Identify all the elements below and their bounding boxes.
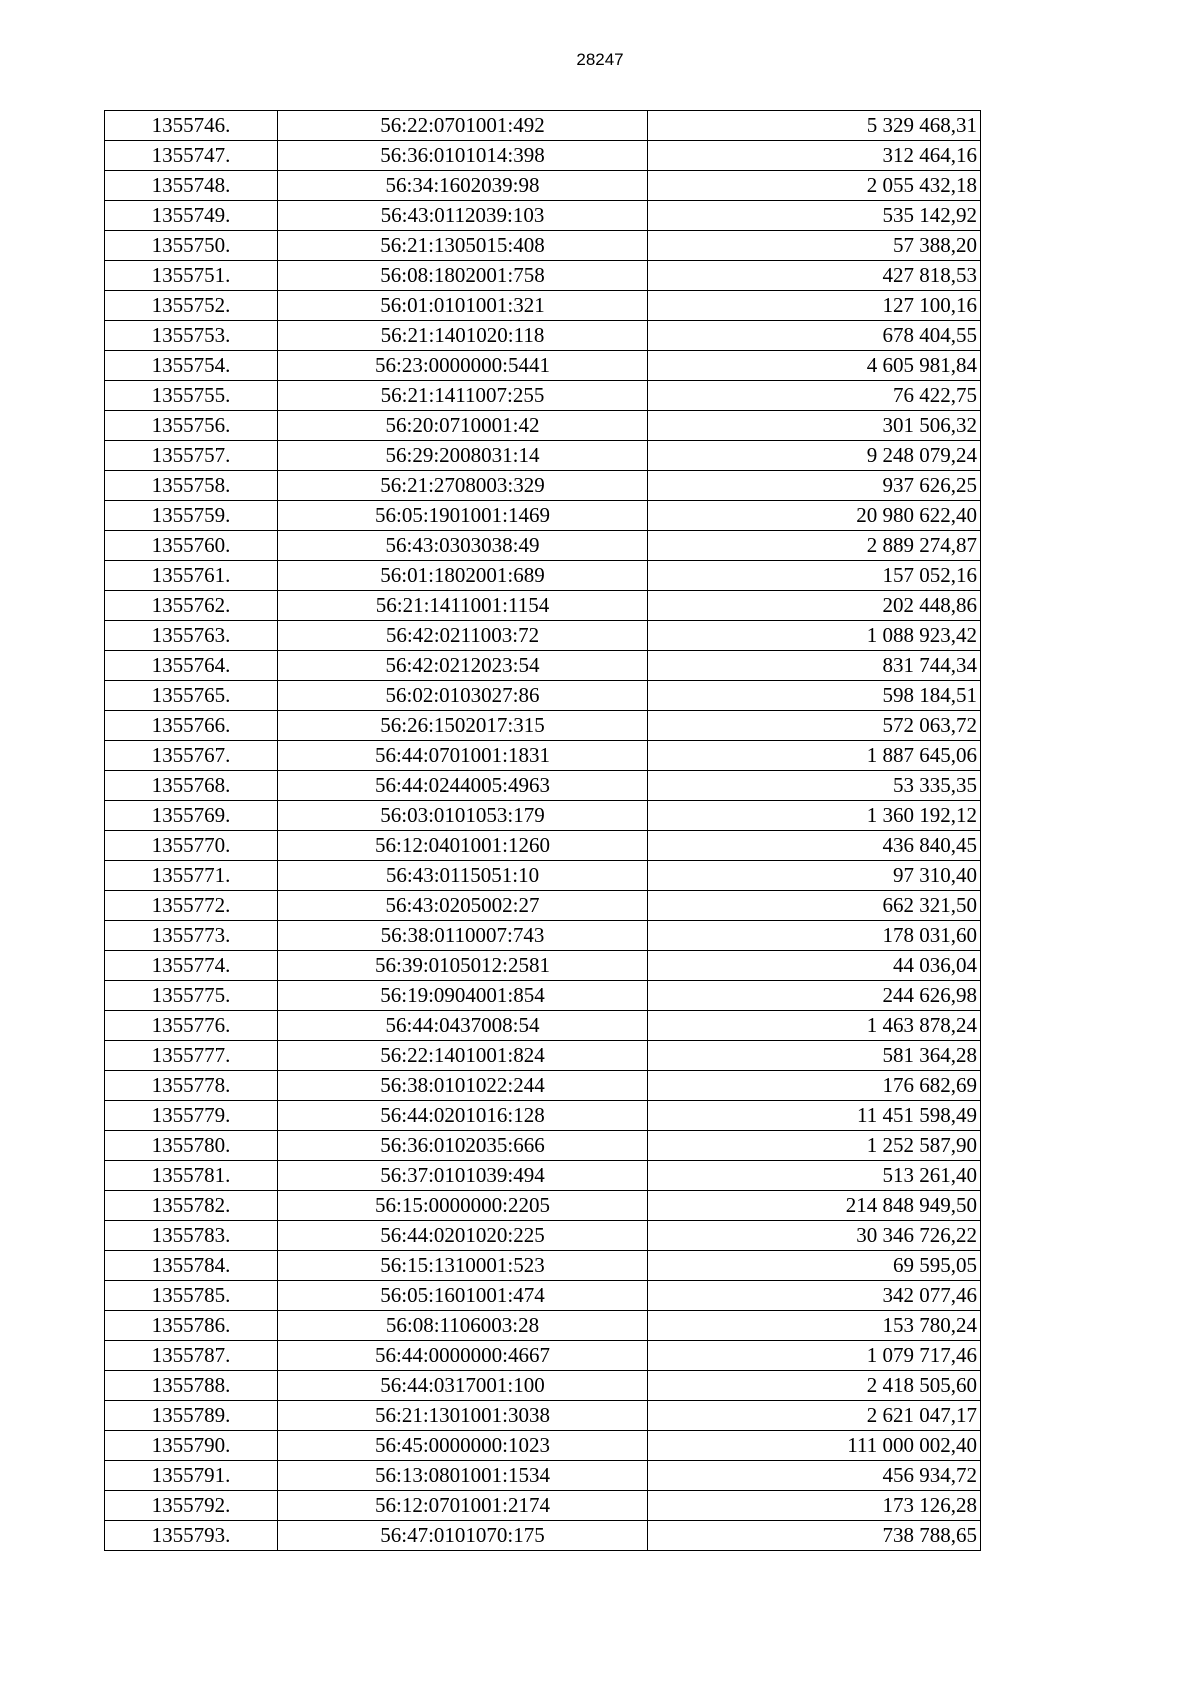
cadastral-value-cell: 312 464,16 (648, 141, 981, 171)
table-row (105, 111, 981, 141)
cadastral-value-cell: 244 626,98 (648, 981, 981, 1011)
cadastral-value-cell: 598 184,51 (648, 681, 981, 711)
table-row (105, 591, 981, 621)
table-row (105, 1491, 981, 1521)
row-number-cell: 1355748. (105, 171, 278, 201)
cadastral-value-cell: 1 360 192,12 (648, 801, 981, 831)
cadastral-number-cell: 56:36:0101014:398 (278, 141, 648, 171)
row-number-cell: 1355760. (105, 531, 278, 561)
table-row (105, 1371, 981, 1401)
cadastral-number-cell: 56:05:1601001:474 (278, 1281, 648, 1311)
row-number-cell: 1355768. (105, 771, 278, 801)
row-number-cell: 1355787. (105, 1341, 278, 1371)
row-number-cell: 1355758. (105, 471, 278, 501)
cadastral-number-cell: 56:21:1301001:3038 (278, 1401, 648, 1431)
table-row (105, 171, 981, 201)
cadastral-value-cell: 2 889 274,87 (648, 531, 981, 561)
row-number-cell: 1355775. (105, 981, 278, 1011)
cadastral-number-cell: 56:43:0115051:10 (278, 861, 648, 891)
table-row (105, 741, 981, 771)
cadastral-number-cell: 56:44:0317001:100 (278, 1371, 648, 1401)
cadastral-value-cell: 53 335,35 (648, 771, 981, 801)
cadastral-number-cell: 56:21:2708003:329 (278, 471, 648, 501)
cadastral-number-cell: 56:22:1401001:824 (278, 1041, 648, 1071)
row-number-cell: 1355777. (105, 1041, 278, 1071)
cadastral-number-cell: 56:12:0701001:2174 (278, 1491, 648, 1521)
table-row (105, 1221, 981, 1251)
cadastral-value-cell: 173 126,28 (648, 1491, 981, 1521)
cadastral-value-cell: 9 248 079,24 (648, 441, 981, 471)
table-row (105, 1161, 981, 1191)
row-number-cell: 1355770. (105, 831, 278, 861)
row-number-cell: 1355788. (105, 1371, 278, 1401)
table-row (105, 1521, 981, 1551)
cadastral-value-cell: 153 780,24 (648, 1311, 981, 1341)
cadastral-value-cell: 1 463 878,24 (648, 1011, 981, 1041)
row-number-cell: 1355761. (105, 561, 278, 591)
row-number-cell: 1355774. (105, 951, 278, 981)
table-row (105, 831, 981, 861)
cadastral-value-cell: 30 346 726,22 (648, 1221, 981, 1251)
table-row (105, 381, 981, 411)
cadastral-number-cell: 56:37:0101039:494 (278, 1161, 648, 1191)
cadastral-value-cell: 44 036,04 (648, 951, 981, 981)
cadastral-value-cell: 2 621 047,17 (648, 1401, 981, 1431)
cadastral-value-cell: 436 840,45 (648, 831, 981, 861)
row-number-cell: 1355753. (105, 321, 278, 351)
table-row (105, 1431, 981, 1461)
row-number-cell: 1355750. (105, 231, 278, 261)
cadastral-number-cell: 56:26:1502017:315 (278, 711, 648, 741)
cadastral-value-cell: 513 261,40 (648, 1161, 981, 1191)
cadastral-value-cell: 4 605 981,84 (648, 351, 981, 381)
cadastral-number-cell: 56:43:0303038:49 (278, 531, 648, 561)
table-row (105, 411, 981, 441)
cadastral-value-cell: 937 626,25 (648, 471, 981, 501)
row-number-cell: 1355755. (105, 381, 278, 411)
row-number-cell: 1355764. (105, 651, 278, 681)
cadastral-number-cell: 56:08:1106003:28 (278, 1311, 648, 1341)
row-number-cell: 1355781. (105, 1161, 278, 1191)
cadastral-number-cell: 56:39:0105012:2581 (278, 951, 648, 981)
cadastral-number-cell: 56:38:0110007:743 (278, 921, 648, 951)
cadastral-value-cell: 572 063,72 (648, 711, 981, 741)
row-number-cell: 1355771. (105, 861, 278, 891)
cadastral-value-cell: 427 818,53 (648, 261, 981, 291)
table-row (105, 1011, 981, 1041)
cadastral-value-cell: 1 252 587,90 (648, 1131, 981, 1161)
cadastral-value-cell: 76 422,75 (648, 381, 981, 411)
cadastral-value-cell: 69 595,05 (648, 1251, 981, 1281)
cadastral-value-cell: 456 934,72 (648, 1461, 981, 1491)
row-number-cell: 1355785. (105, 1281, 278, 1311)
table-row (105, 531, 981, 561)
row-number-cell: 1355793. (105, 1521, 278, 1551)
cadastral-number-cell: 56:42:0212023:54 (278, 651, 648, 681)
row-number-cell: 1355791. (105, 1461, 278, 1491)
cadastral-number-cell: 56:05:1901001:1469 (278, 501, 648, 531)
row-number-cell: 1355759. (105, 501, 278, 531)
row-number-cell: 1355784. (105, 1251, 278, 1281)
row-number-cell: 1355780. (105, 1131, 278, 1161)
cadastral-number-cell: 56:21:1305015:408 (278, 231, 648, 261)
table-row (105, 951, 981, 981)
table-row (105, 891, 981, 921)
cadastral-number-cell: 56:44:0201016:128 (278, 1101, 648, 1131)
row-number-cell: 1355752. (105, 291, 278, 321)
table-row (105, 711, 981, 741)
cadastral-number-cell: 56:22:0701001:492 (278, 111, 648, 141)
cadastral-number-cell: 56:44:0000000:4667 (278, 1341, 648, 1371)
cadastral-value-cell: 11 451 598,49 (648, 1101, 981, 1131)
cadastral-value-cell: 178 031,60 (648, 921, 981, 951)
cadastral-value-cell: 342 077,46 (648, 1281, 981, 1311)
cadastral-number-cell: 56:42:0211003:72 (278, 621, 648, 651)
table-body (105, 111, 981, 1551)
row-number-cell: 1355783. (105, 1221, 278, 1251)
cadastral-value-cell: 97 310,40 (648, 861, 981, 891)
table-row (105, 501, 981, 531)
table-row (105, 681, 981, 711)
table-row (105, 1251, 981, 1281)
cadastral-number-cell: 56:15:1310001:523 (278, 1251, 648, 1281)
table-row (105, 141, 981, 171)
table-row (105, 201, 981, 231)
table-row (105, 921, 981, 951)
cadastral-value-cell: 2 418 505,60 (648, 1371, 981, 1401)
row-number-cell: 1355749. (105, 201, 278, 231)
cadastral-number-cell: 56:44:0701001:1831 (278, 741, 648, 771)
cadastral-number-cell: 56:02:0103027:86 (278, 681, 648, 711)
cadastral-number-cell: 56:34:1602039:98 (278, 171, 648, 201)
table-row (105, 321, 981, 351)
cadastral-value-cell: 57 388,20 (648, 231, 981, 261)
cadastral-number-cell: 56:29:2008031:14 (278, 441, 648, 471)
row-number-cell: 1355773. (105, 921, 278, 951)
table-row (105, 1461, 981, 1491)
row-number-cell: 1355786. (105, 1311, 278, 1341)
cadastral-value-cell: 1 079 717,46 (648, 1341, 981, 1371)
cadastral-number-cell: 56:47:0101070:175 (278, 1521, 648, 1551)
row-number-cell: 1355789. (105, 1401, 278, 1431)
table-row (105, 1311, 981, 1341)
cadastral-number-cell: 56:01:0101001:321 (278, 291, 648, 321)
cadastral-value-cell: 662 321,50 (648, 891, 981, 921)
table-row (105, 651, 981, 681)
table-row (105, 1341, 981, 1371)
cadastral-value-cell: 301 506,32 (648, 411, 981, 441)
cadastral-number-cell: 56:21:1411001:1154 (278, 591, 648, 621)
row-number-cell: 1355747. (105, 141, 278, 171)
row-number-cell: 1355772. (105, 891, 278, 921)
table-row (105, 441, 981, 471)
cadastral-value-cell: 1 887 645,06 (648, 741, 981, 771)
row-number-cell: 1355782. (105, 1191, 278, 1221)
cadastral-number-cell: 56:13:0801001:1534 (278, 1461, 648, 1491)
table-row (105, 1041, 981, 1071)
row-number-cell: 1355757. (105, 441, 278, 471)
cadastral-value-cell: 738 788,65 (648, 1521, 981, 1551)
table-row (105, 291, 981, 321)
cadastral-value-table (104, 110, 981, 1551)
cadastral-number-cell: 56:36:0102035:666 (278, 1131, 648, 1161)
cadastral-number-cell: 56:12:0401001:1260 (278, 831, 648, 861)
table-row (105, 351, 981, 381)
table-row (105, 1191, 981, 1221)
table-row (105, 561, 981, 591)
table-row (105, 231, 981, 261)
cadastral-value-cell: 535 142,92 (648, 201, 981, 231)
cadastral-number-cell: 56:38:0101022:244 (278, 1071, 648, 1101)
table-row (105, 861, 981, 891)
cadastral-value-cell: 831 744,34 (648, 651, 981, 681)
table-row (105, 1071, 981, 1101)
row-number-cell: 1355790. (105, 1431, 278, 1461)
cadastral-number-cell: 56:19:0904001:854 (278, 981, 648, 1011)
row-number-cell: 1355776. (105, 1011, 278, 1041)
cadastral-number-cell: 56:43:0205002:27 (278, 891, 648, 921)
row-number-cell: 1355765. (105, 681, 278, 711)
cadastral-value-cell: 581 364,28 (648, 1041, 981, 1071)
row-number-cell: 1355754. (105, 351, 278, 381)
cadastral-value-cell: 20 980 622,40 (648, 501, 981, 531)
cadastral-number-cell: 56:44:0244005:4963 (278, 771, 648, 801)
table-row (105, 261, 981, 291)
cadastral-number-cell: 56:21:1401020:118 (278, 321, 648, 351)
cadastral-value-cell: 214 848 949,50 (648, 1191, 981, 1221)
cadastral-number-cell: 56:08:1802001:758 (278, 261, 648, 291)
table-row (105, 981, 981, 1011)
cadastral-value-cell: 111 000 002,40 (648, 1431, 981, 1461)
cadastral-number-cell: 56:44:0201020:225 (278, 1221, 648, 1251)
cadastral-value-cell: 202 448,86 (648, 591, 981, 621)
table-row (105, 471, 981, 501)
cadastral-number-cell: 56:15:0000000:2205 (278, 1191, 648, 1221)
row-number-cell: 1355763. (105, 621, 278, 651)
table-row (105, 621, 981, 651)
cadastral-number-cell: 56:01:1802001:689 (278, 561, 648, 591)
cadastral-number-cell: 56:23:0000000:5441 (278, 351, 648, 381)
cadastral-number-cell: 56:43:0112039:103 (278, 201, 648, 231)
row-number-cell: 1355778. (105, 1071, 278, 1101)
row-number-cell: 1355746. (105, 111, 278, 141)
row-number-cell: 1355766. (105, 711, 278, 741)
table-row (105, 1101, 981, 1131)
row-number-cell: 1355762. (105, 591, 278, 621)
row-number-cell: 1355769. (105, 801, 278, 831)
row-number-cell: 1355792. (105, 1491, 278, 1521)
cadastral-number-cell: 56:44:0437008:54 (278, 1011, 648, 1041)
table-row (105, 801, 981, 831)
cadastral-value-cell: 5 329 468,31 (648, 111, 981, 141)
cadastral-value-cell: 157 052,16 (648, 561, 981, 591)
page-number: 28247 (576, 50, 624, 69)
cadastral-number-cell: 56:20:0710001:42 (278, 411, 648, 441)
cadastral-number-cell: 56:21:1411007:255 (278, 381, 648, 411)
cadastral-value-cell: 2 055 432,18 (648, 171, 981, 201)
row-number-cell: 1355767. (105, 741, 278, 771)
table-row (105, 1401, 981, 1431)
row-number-cell: 1355779. (105, 1101, 278, 1131)
cadastral-value-cell: 127 100,16 (648, 291, 981, 321)
table-row (105, 1131, 981, 1161)
cadastral-number-cell: 56:03:0101053:179 (278, 801, 648, 831)
table-row (105, 1281, 981, 1311)
cadastral-value-cell: 1 088 923,42 (648, 621, 981, 651)
row-number-cell: 1355751. (105, 261, 278, 291)
table-row (105, 771, 981, 801)
row-number-cell: 1355756. (105, 411, 278, 441)
cadastral-value-cell: 678 404,55 (648, 321, 981, 351)
cadastral-number-cell: 56:45:0000000:1023 (278, 1431, 648, 1461)
cadastral-value-cell: 176 682,69 (648, 1071, 981, 1101)
